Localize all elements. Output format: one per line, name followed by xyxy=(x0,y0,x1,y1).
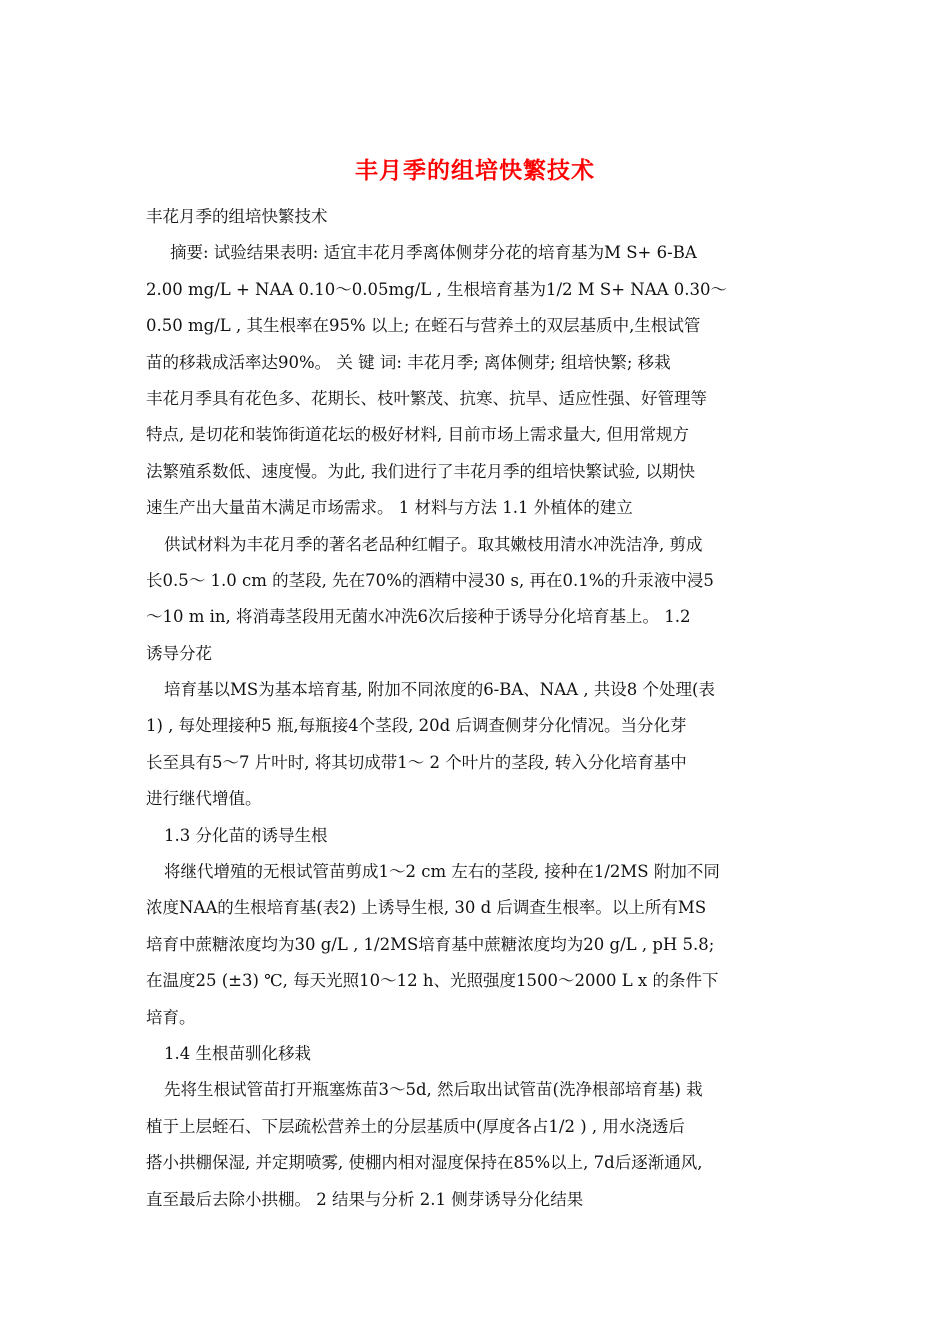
text-line: 供试材料为丰花月季的著名老品种红帽子。取其嫩枝用清水冲洗洁净, 剪成 xyxy=(164,534,703,554)
text-line: 丰花月季具有花色多、花期长、枝叶繁茂、抗寒、抗旱、适应性强、好管理等 xyxy=(146,388,707,408)
text-line: 摘要: 试验结果表明: 适宜丰花月季离体侧芽分花的培育基为M S+ 6-BA xyxy=(170,243,697,263)
document-title: 丰月季的组培快繁技术 xyxy=(355,158,595,184)
text-line: 在温度25 (±3) ℃, 每天光照10～12 h、光照强度1500～2000 L x 的条件下 xyxy=(146,971,719,991)
text-line: 0.50 mg/L , 其生根率在95% 以上; 在蛭石与营养土的双层基质中,生根试管 xyxy=(146,316,701,336)
text-line: ～10 m in, 将消毒茎段用无菌水冲洗6次后接种于诱导分化培育基上。 1.2 xyxy=(146,607,691,627)
text-line: 丰花月季的组培快繁技术 xyxy=(146,207,328,226)
text-line: 1) , 每处理接种5 瓶,每瓶接4个茎段, 20d 后调查侧芽分化情况。当分化芽 xyxy=(146,716,687,736)
text-line: 培育。 xyxy=(146,1007,196,1027)
text-line: 进行继代增值。 xyxy=(146,789,262,809)
text-line: 搭小拱棚保湿, 并定期喷雾, 使棚内相对湿度保持在85%以上, 7d后逐渐通风, xyxy=(146,1153,703,1173)
text-line: 诱导分花 xyxy=(146,643,212,663)
text-line: 直至最后去除小拱棚。 2 结果与分析 2.1 侧芽诱导分化结果 xyxy=(146,1189,584,1209)
text-line: 长0.5～ 1.0 cm 的茎段, 先在70%的酒精中浸30 s, 再在0.1%的升汞液中浸5 xyxy=(146,570,714,590)
text-line: 特点, 是切花和装饰街道花坛的极好材料, 目前市场上需求量大, 但用常规方 xyxy=(146,425,689,445)
text-line: 苗的移栽成活率达90%。 关 键 词: 丰花月季; 离体侧芽; 组培快繁; 移栽 xyxy=(146,352,671,372)
text-line: 长至具有5～7 片叶时, 将其切成带1～ 2 个叶片的茎段, 转入分化培育基中 xyxy=(146,752,687,772)
text-line: 法繁殖系数低、速度慢。为此, 我们进行了丰花月季的组培快繁试验, 以期快 xyxy=(146,461,695,481)
text-line: 培育中蔗糖浓度均为30 g/L , 1/2MS培育基中蔗糖浓度均为20 g/L , pH 5.8; xyxy=(146,934,715,954)
text-line: 1.3 分化苗的诱导生根 xyxy=(164,825,328,845)
text-line: 2.00 mg/L + NAA 0.10～0.05mg/L , 生根培育基为1/2 M S+ NAA 0.30～ xyxy=(146,279,728,299)
text-line: 将继代增殖的无根试管苗剪成1～2 cm 左右的茎段, 接种在1/2MS 附加不同 xyxy=(164,862,720,882)
text-line: 植于上层蛭石、下层疏松营养土的分层基质中(厚度各占1/2 ) , 用水浇透后 xyxy=(146,1116,685,1136)
text-line: 浓度NAA的生根培育基(表2) 上诱导生根, 30 d 后调查生根率。以上所有MS xyxy=(146,898,707,918)
text-line: 先将生根试管苗打开瓶塞炼苗3～5d, 然后取出试管苗(洗净根部培育基) 栽 xyxy=(164,1080,703,1100)
text-line: 速生产出大量苗木满足市场需求。 1 材料与方法 1.1 外植体的建立 xyxy=(146,498,633,518)
document-body xyxy=(146,199,810,1218)
text-line: 培育基以MS为基本培育基, 附加不同浓度的6-BA、NAA , 共设8 个处理(表 xyxy=(164,680,715,700)
text-line: 1.4 生根苗驯化移栽 xyxy=(164,1043,311,1063)
